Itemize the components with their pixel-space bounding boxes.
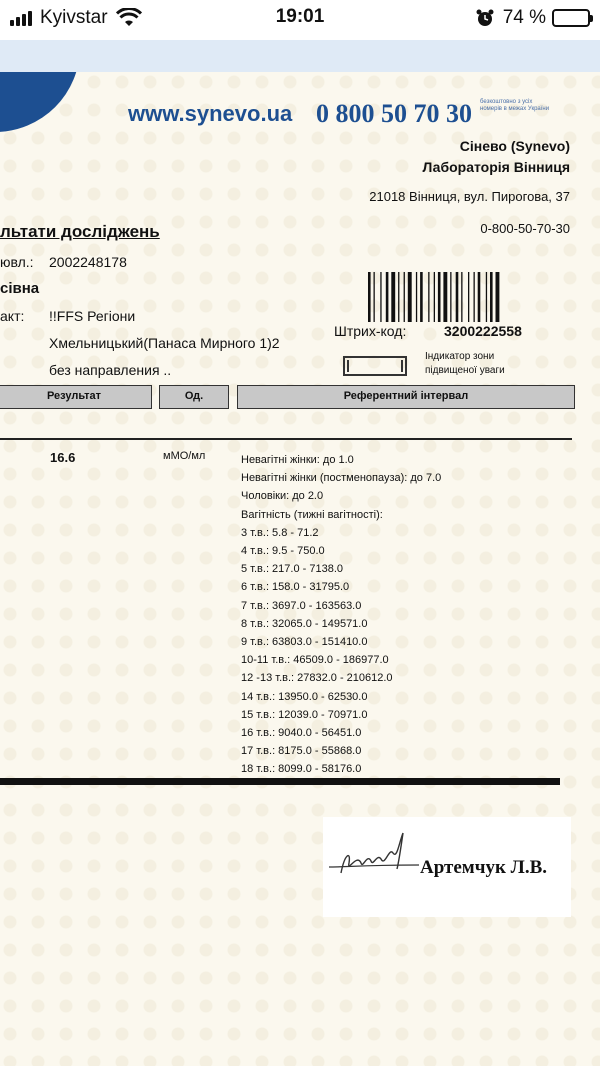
result-value: 16.6 <box>50 450 76 465</box>
lab-address: 21018 Вінниця, вул. Пирогова, 37 <box>369 189 570 204</box>
barcode-label: Штрих-код: <box>334 323 407 339</box>
hotline-phone: 0 800 50 70 30 <box>316 99 472 128</box>
barcode-bar <box>450 272 451 322</box>
barcode-bar <box>386 272 389 322</box>
order-number: 2002248178 <box>49 254 127 270</box>
signer-name: Артемчук Л.В. <box>420 857 547 878</box>
barcode-bar <box>420 272 423 322</box>
barcode-bar <box>438 272 441 322</box>
barcode-bar <box>468 272 469 322</box>
barcode-bar <box>486 272 487 322</box>
barcode-bar <box>496 272 500 322</box>
barcode-bar <box>474 272 475 322</box>
reference-line: 16 т.в.: 9040.0 - 56451.0 <box>241 727 362 740</box>
reference-line: 10-11 т.в.: 46509.0 - 186977.0 <box>241 654 389 667</box>
handwritten-signature <box>327 823 423 885</box>
battery-icon <box>552 9 590 27</box>
contact-line-2: Хмельницький(Панаса Мирного 1)2 <box>49 335 280 351</box>
reference-line: 9 т.в.: 63803.0 - 151410.0 <box>241 636 368 649</box>
contact-line-3: без направления .. <box>49 362 172 378</box>
reference-line: Вагітність (тижні вагітності): <box>241 508 383 521</box>
barcode-bar <box>368 272 371 322</box>
reference-line: 3 т.в.: 5.8 - 71.2 <box>241 526 319 539</box>
reference-line: 7 т.в.: 3697.0 - 163563.0 <box>241 599 362 612</box>
reference-line: 5 т.в.: 217.0 - 7138.0 <box>241 563 344 576</box>
barcode-bar <box>461 272 462 322</box>
reference-line: 18 т.в.: 8099.0 - 58176.0 <box>241 763 362 776</box>
indicator-line-2: підвищеної уваги <box>425 365 505 376</box>
barcode-bar <box>408 272 412 322</box>
barcode-bar <box>404 272 405 322</box>
barcode-bar <box>428 272 429 322</box>
synevo-logo-corner <box>0 72 80 132</box>
barcode-number: 3200222558 <box>444 323 522 339</box>
alarm-icon <box>475 8 495 28</box>
table-end-divider <box>0 778 560 785</box>
barcode-bar <box>478 272 481 322</box>
barcode-bar <box>443 272 447 322</box>
lab-phone: 0-800-50-70-30 <box>480 221 570 236</box>
reference-line: Невагітні жінки: до 1.0 <box>241 454 354 466</box>
lab-name: Сінево (Synevo) <box>459 138 570 154</box>
website-link[interactable]: www.synevo.ua <box>128 101 293 126</box>
barcode-bar <box>490 272 493 322</box>
column-header-result: Результат <box>0 385 152 409</box>
result-unit: мМО/мл <box>163 450 206 462</box>
reference-line: 17 т.в.: 8175.0 - 55868.0 <box>241 745 362 758</box>
reference-line: Чоловіки: до 2.0 <box>241 490 324 503</box>
attention-indicator-box <box>343 356 407 376</box>
barcode-bar <box>416 272 417 322</box>
indicator-line-1: Індикатор зони <box>425 351 495 362</box>
barcode-image <box>368 272 538 322</box>
barcode-bar <box>391 272 395 322</box>
reference-line: 4 т.в.: 9.5 - 750.0 <box>241 545 325 558</box>
contact-line-1: !!FFS Регіони <box>49 308 136 324</box>
table-divider <box>0 438 572 440</box>
battery-percentage: 74 % <box>502 7 546 28</box>
reference-line: 15 т.в.: 12039.0 - 70971.0 <box>241 708 368 721</box>
column-header-unit: Од. <box>159 385 229 409</box>
column-header-reference: Референтний інтервал <box>237 385 575 409</box>
lab-report-document[interactable] <box>0 72 600 1066</box>
reference-line: Невагітні жінки (постменопауза): до 7.0 <box>241 472 442 485</box>
contact-label: акт: <box>0 308 25 324</box>
order-label: ювл.: <box>0 254 34 270</box>
barcode-bar <box>456 272 459 322</box>
status-bar <box>0 0 600 36</box>
reference-line: 6 т.в.: 158.0 - 31795.0 <box>241 581 350 594</box>
attention-indicator-label <box>425 350 505 378</box>
reference-line: 8 т.в.: 32065.0 - 149571.0 <box>241 617 368 630</box>
viewer-toolbar <box>0 40 600 72</box>
barcode-bar <box>380 272 381 322</box>
results-title: льтати досліджень <box>0 222 160 241</box>
lab-branch: Лабораторія Вінниця <box>422 159 570 175</box>
lab-info <box>422 136 570 178</box>
reference-interval-list <box>241 451 441 779</box>
hotline-note: безкоштовно з усіх номерів в межах України <box>480 99 550 112</box>
barcode-bar <box>374 272 375 322</box>
clock: 19:01 <box>275 6 325 27</box>
patient-name-fragment: сівна <box>0 280 40 297</box>
reference-line: 14 т.в.: 13950.0 - 62530.0 <box>241 690 368 703</box>
barcode-bar <box>434 272 435 322</box>
reference-line: 12 -13 т.в.: 27832.0 - 210612.0 <box>241 672 393 685</box>
barcode-bar <box>398 272 399 322</box>
carrier-name: Kyivstar <box>40 7 108 28</box>
signature-block <box>323 817 571 917</box>
